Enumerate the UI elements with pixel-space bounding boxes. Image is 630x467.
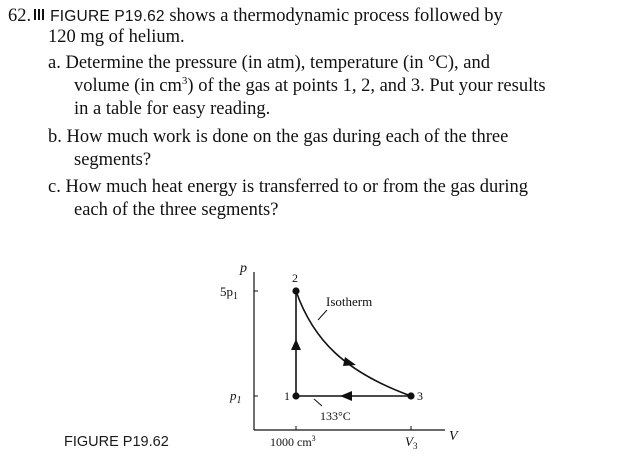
problem-intro-1: shows a thermodynamic process followed by — [169, 6, 503, 26]
tick-label-5p1: $5p_1$ — [220, 284, 238, 302]
temp-pointer — [314, 399, 322, 406]
point-1-marker — [292, 392, 299, 399]
part-b-text-2: segments? — [74, 150, 152, 170]
problem-intro-2: 120 mg of helium. — [48, 27, 185, 47]
tick-label-v3: $V_3$ — [405, 434, 418, 451]
p-axis-label: p — [240, 261, 247, 276]
part-b-text-1: How much work is done on the gas during each of the three — [66, 127, 509, 147]
cm-cubed-superscript: 3 — [181, 74, 188, 87]
point-2-label: 2 — [292, 271, 298, 285]
problem-number: 62. — [8, 6, 32, 26]
arrow-up-icon — [291, 339, 301, 350]
part-a-letter: a. — [48, 53, 61, 73]
part-c-letter: c. — [48, 177, 61, 197]
isotherm-label: Isotherm — [326, 294, 373, 309]
point-3-marker — [407, 392, 414, 399]
part-a-text-2b: ) of the gas at points 1, 2, and 3. Put your results — [187, 76, 546, 96]
isotherm-pointer — [318, 310, 327, 320]
point-3-label: 3 — [417, 389, 423, 403]
arrow-isotherm-icon — [343, 357, 356, 366]
part-c-text-1: How much heat energy is transferred to or from the gas during — [65, 177, 529, 197]
point-2-marker — [292, 287, 299, 294]
tick-label-p1: $p_1$ — [230, 388, 242, 406]
part-a-text-2a: volume (in cm — [74, 76, 182, 96]
part-a-text-1: Determine the pressure (in atm), temperature (in °C), and — [65, 53, 490, 73]
figure-reference: FIGURE P19.62 — [50, 8, 165, 25]
temp-label: 133°C — [320, 409, 351, 423]
arrow-left-icon — [340, 391, 352, 401]
point-1-label: 1 — [284, 389, 290, 403]
tick-label-v1: 1000 $cm^3$ — [270, 434, 316, 449]
v-axis-label: V — [449, 429, 458, 444]
figure-caption: FIGURE P19.62 — [64, 434, 169, 450]
part-b-letter: b. — [48, 127, 62, 147]
part-c-text-2: each of the three segments? — [74, 200, 279, 220]
part-a-text-3: in a table for easy reading. — [74, 99, 271, 119]
